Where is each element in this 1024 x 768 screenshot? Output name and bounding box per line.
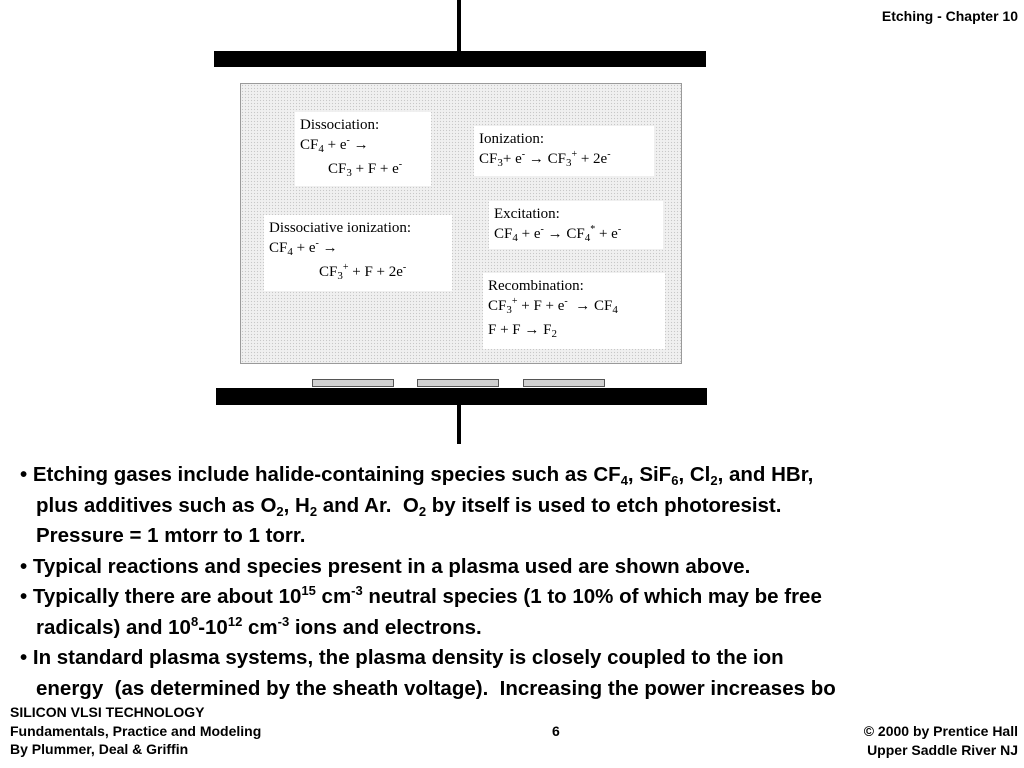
page-number: 6 — [552, 723, 560, 739]
excitation-equation: $CF_4 + e^- \to CF_4^* + e^-$ — [494, 224, 622, 244]
footer-copyright: © 2000 by Prentice Hall — [863, 723, 1018, 739]
slide-body — [12, 460, 1024, 704]
dissociation-equation-line1: $CF_4 + e^-$ → — [300, 135, 369, 155]
wafer-right — [523, 379, 605, 387]
wafer-left — [312, 379, 394, 387]
recombination-equation-line1: $CF_3^+ + F + e^- \to CF_4$ — [488, 296, 618, 316]
dissociative-ionization-equation-line1: $CF_4 + e^-$ → — [269, 238, 338, 258]
top-electrode-plate — [214, 51, 706, 67]
ionization-box — [474, 126, 654, 176]
dissociative-ionization-title: Dissociative ionization: — [269, 220, 412, 236]
plasma-chamber — [240, 83, 682, 364]
dissociation-box — [295, 112, 431, 186]
footer-course-title: SILICON VLSI TECHNOLOGY — [10, 704, 205, 720]
dissociation-title: Dissociation: — [300, 117, 380, 133]
bullet-2: • Typical reactions and species present in a plasma used are shown above. — [20, 554, 751, 578]
footer-authors: By Plummer, Deal & Griffin — [10, 741, 189, 757]
dissociative-ionization-equation-line2: $CF_3^+ + F + 2e^-$ — [319, 262, 407, 282]
ionization-title: Ionization: — [479, 131, 544, 147]
bullet-4: • In standard plasma systems, the plasma density is closely coupled to the ion energy (as determined by the sheath voltage). Increasing the power increases bo — [20, 646, 836, 700]
excitation-title: Excitation: — [494, 206, 560, 222]
ionization-equation: $CF_3+ e^- \to CF_3^+ + 2e^-$ — [479, 149, 611, 169]
dissociative-ionization-box — [264, 215, 452, 291]
bottom-electrode-plate — [216, 388, 707, 405]
dissociation-equation-line2: $CF_3 + F + e^-$ — [328, 159, 403, 179]
top-electrode-lead — [457, 0, 461, 52]
wafer-center — [417, 379, 499, 387]
footer-left — [10, 703, 261, 759]
recombination-title: Recombination: — [488, 278, 584, 294]
excitation-box — [489, 201, 663, 249]
footer-right — [864, 722, 1018, 759]
footer-subtitle: Fundamentals, Practice and Modeling — [10, 722, 262, 739]
bottom-electrode-lead — [457, 404, 461, 444]
bullet-1: • Etching gases include halide-containing species such as $CF_4$, SiF$_6$, $Cl_2$, and HBr, plus additives such as $O_2$, $H_2$ and Ar. $O_2$ by itself is used to etch photoresist. Pressure = 1 mtorr to 1 torr. — [20, 463, 814, 547]
bullet-3: • Typically there are about $10^{15}$ $cm^{-3}$ neutral species (1 to 10% of which may be free radicals) and $10^8-10^{12}$ $cm^{-3}$ ions and electrons. — [20, 583, 822, 639]
recombination-box — [483, 273, 665, 349]
slide-header-title: Etching - Chapter 10 — [881, 8, 1018, 24]
footer-location: Upper Saddle River NJ — [867, 741, 1018, 758]
recombination-equation-line2: $F + F \to F_2$ — [488, 322, 557, 340]
